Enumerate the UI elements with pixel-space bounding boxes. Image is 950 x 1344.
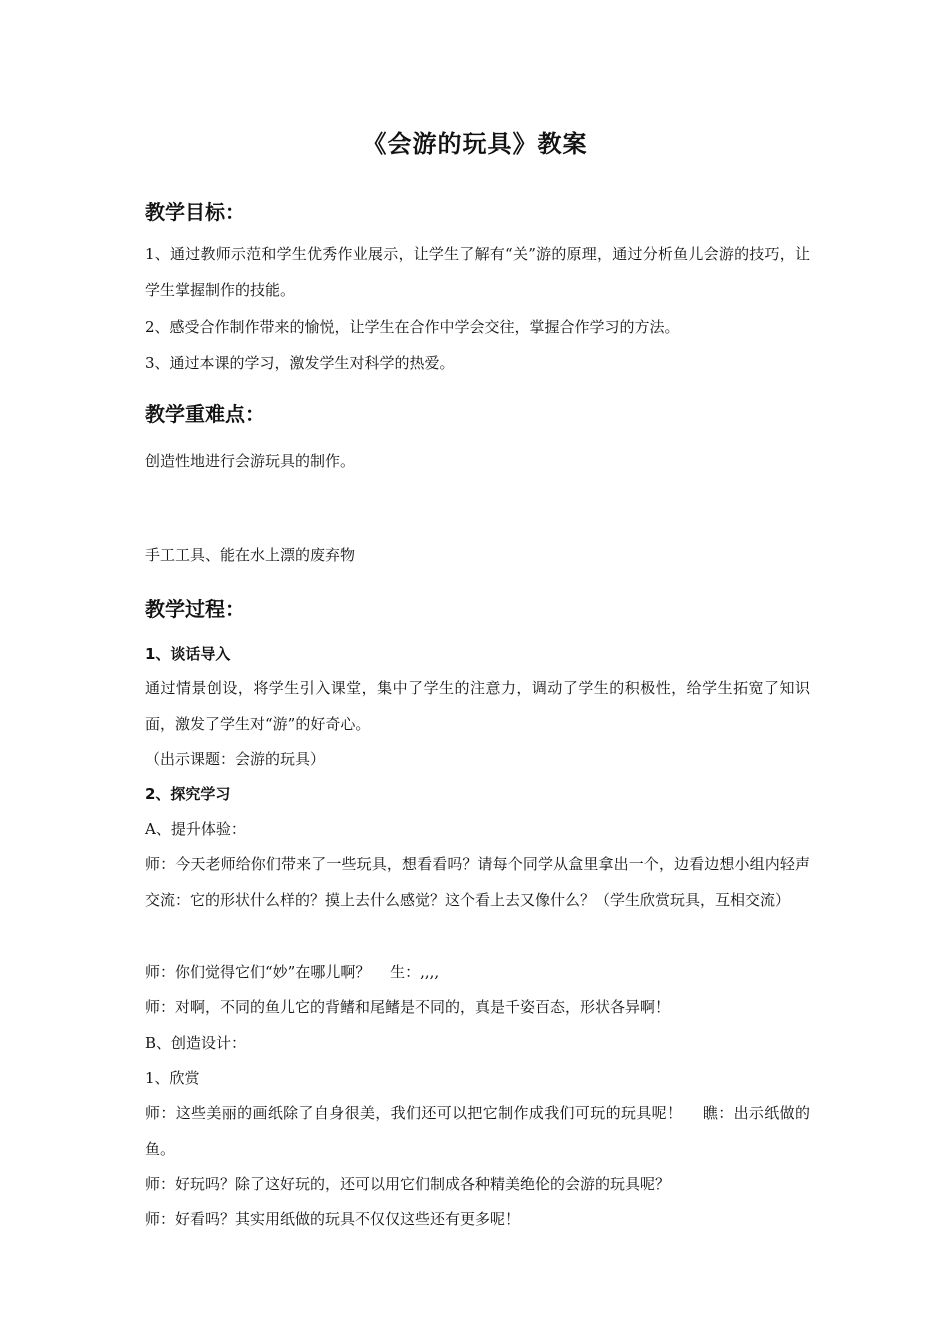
objective-item-1: 1、通过教师示范和学生优秀作业展示，让学生了解有“关”游的原理，通过分析鱼儿会游的技巧，让学生掌握制作的技能。	[145, 245, 810, 299]
key-points-text: 创造性地进行会游玩具的制作。	[145, 452, 356, 470]
section-a-text-2: 师：你们觉得它们“妙”在哪儿啊？ 生：,,,,	[145, 963, 440, 981]
step1-title: 1、谈话导入	[145, 645, 231, 663]
section-b-text-2: 师：好玩吗？除了这好玩的，还可以用它们制成各种精美绝伦的会游的玩具呢？	[145, 1175, 671, 1193]
step1-note: （出示课题：会游的玩具）	[145, 750, 326, 768]
key-points-heading: 教学重难点：	[145, 402, 265, 426]
section-a-text-1: 师：今天老师给你们带来了一些玩具，想看看吗？请每个同学从盒里拿出一个，边看边想小组内轻声交流：它的形状什么样的？摸上去什么感觉？这个看上去又像什么？（学生欣赏玩具，互相交流）	[145, 855, 810, 909]
objective-item-2: 2、感受合作制作带来的愉悦，让学生在合作中学会交往，掌握合作学习的方法。	[145, 318, 680, 336]
materials-text: 手工工具、能在水上漂的废弃物	[145, 546, 356, 564]
section-a-title: A、提升体验：	[145, 820, 246, 838]
step1-text: 通过情景创设，将学生引入课堂，集中了学生的注意力，调动了学生的积极性，给学生拓宽了知识面，激发了学生对“游”的好奇心。	[145, 679, 810, 733]
section-a-text-3: 师：对啊，不同的鱼儿它的背鳍和尾鳍是不同的，真是千姿百态，形状各异啊！	[145, 998, 671, 1016]
step2-title: 2、探究学习	[145, 785, 231, 803]
section-b-title: B、创造设计：	[145, 1034, 247, 1052]
objective-item-3: 3、通过本课的学习，激发学生对科学的热爱。	[145, 354, 455, 372]
objectives-heading: 教学目标：	[145, 200, 245, 224]
section-b-text-3: 师：好看吗？其实用纸做的玩具不仅仅这些还有更多呢！	[145, 1210, 521, 1228]
document-title: 《会游的玩具》教案	[362, 129, 588, 158]
process-heading: 教学过程：	[145, 597, 245, 621]
section-b-text-1: 师：这些美丽的画纸除了自身很美，我们还可以把它制作成我们可玩的玩具呢！ 瞧：出示纸做的鱼。	[145, 1104, 810, 1158]
section-b-sub-1: 1、欣赏	[145, 1069, 200, 1087]
